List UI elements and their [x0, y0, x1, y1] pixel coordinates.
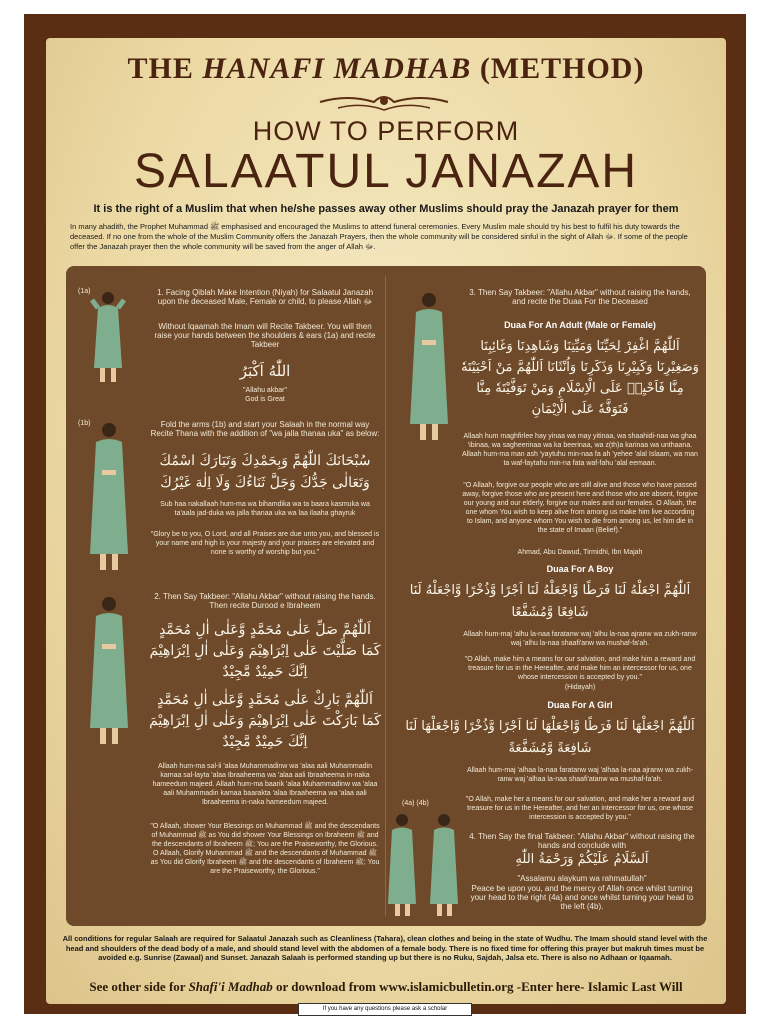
boy-duaa-heading: Duaa For A Boy — [546, 564, 614, 574]
takbeer-transliteration: "Allahu akbar" — [243, 387, 287, 394]
intro-paragraph: In many ahadith, the Prophet Muhammad ﷺ emphasised and encouraged the Muslims to attend funeral ceremonies. Every Muslim male should try his best to fulfil his duty towards the deceased. If no one from the whole of the Muslim Community offers the Janazah Prayers, then the whole community will be considered sinful in the sight of Allah ﷻ. If some of the people offer the Janazah prayer then the whole community will be saved from the anger of Allah ﷻ. — [70, 222, 688, 251]
see-other-side-line: See other side for Shafi'i Madhab or download from www.islamicbulletin.org -Enter here- Islamic Last Will — [89, 979, 683, 994]
durood-translation: "O Allaah, shower Your Blessings on Muhammad ﷺ and the descendants of Muhammad ﷺ as You did shower Your Blessings on Ibraheem ﷺ and the descendants of Ibraheem ﷺ; You are the Praiseworthy, the Glorious. O Allaah, Glorify Muhammad ﷺ and the descendants of Muhammad ﷺ as You did Glorify Ibraheem ﷺ and the descendants of Ibraheem ﷺ; You are the Praiseworthy, the Glorious." — [150, 823, 380, 875]
subtitle: It is the right of a Muslim that when he/she passes away other Muslims should pray the Janazah prayer for them — [93, 203, 679, 215]
salam-transliteration: "Assalamu alaykum wa rahmatullah" — [517, 874, 647, 883]
salam-arabic: اَلسَّلَامُ عَلَيْكُمْ وَرَحْمَةُ اللّٰهِ — [515, 852, 649, 867]
step-1b-text: Without Iqaamah the Imam will Recite Takbeer. You will then raise your hands between the shoulders & ears (1a) and recite Takbeer — [154, 322, 376, 349]
adult-duaa-translation: "O Allaah, forgive our people who are still alive and those who have passed away, forgive those who are present here and those who are absent, forgive our young and our elderly, forgive our males and our females. O Allaah, the one whom You wish to keep alive from among us make him live according to Islam, and anyone whom You wish to die from among us, let him die in the state of Imaan (Belief)." — [462, 482, 698, 534]
figure-label-4ab: (4a) (4b) — [402, 800, 429, 807]
thana-translation: "Glory be to you, O Lord, and all Praises are due unto you, and blessed is your name and high is your majesty and your praises are elevated and none is worthy of worship but you." — [150, 531, 380, 556]
adult-duaa-arabic: اَللّٰهُمَّ اغْفِرْ لِحَيِّنَا وَمَيِّتِنَا وَشَاهِدِنَا وَغَائِبِنَا وَصَغِيْرِنَا وَكَبِيْرِنَا وَذَكَرِنَا وَاُنْثَانَا اَللّٰهُمَّ مَنْ اَحْيَيْتَهٗ مِنَّا فَاَحْيِهٖ عَلَى الْاِسْلَامِ وَمَنْ تَوَفَّيْتَهٗ مِنَّا فَتَوَفَّهٗ عَلَى الْاِيْمَانِ — [461, 339, 699, 417]
fold-arms-text: Fold the arms (1b) and start your Salaah in the normal way Recite Thana with the addition of "wa jalla thanaa uka" as below: — [150, 420, 380, 438]
poster-title: THE HANAFI MADHAB (METHOD) — [127, 52, 645, 85]
step-1-text: 1. Facing Qiblah Make Intention (Niyah) for Salaatul Janazah upon the deceased Male, Female or child, to please Allah ﷻ — [156, 288, 374, 306]
conditions-paragraph: All conditions for regular Salaah are required for Salaatul Janazah such as Cleanliness (Tahara), clean clothes and being in the state of Wudhu. The Imam should stand level with the head and shoulders of the dead body of a male, and should stand level with the abdomen of a female body. There is no fixed time for offering this prayer but makruh times must be avoided e.g. Sunrise (Zawaal) and Sunset. Janazah Salaah is performed standing up but there is no Ruku, Sajdah, Jalsa etc. There is also no Adhaan or Iqaamah. — [62, 934, 708, 962]
boy-duaa-translation: "O Allah, make him a means for our salvation, and make him a reward and treasure for us in the Hereafter, and make him an intercessor for us, one whose intercession is accepted by you." — [464, 656, 696, 681]
figure-label-1b: (1b) — [78, 420, 91, 427]
adult-duaa-transliteration: Allaah hum maghfirlee hay yinaa wa may yitinaa, wa shaahidi-naa wa ghaa 'ibinaa, wa sagheerinaa wa ka beerinaa, wa z(th)a karinaa wa unthaana. Allaah hum-ma man ash 'yaytuhu min-naa fa ah 'yehee 'alal Islaam, wa man ta waf-faytahu min-na fata waf-fahu 'alal eemaan. — [462, 433, 698, 467]
girl-duaa-arabic: اَللّٰهُمَّ اجْعَلْهَا لَنَا فَرَطًا وَّاجْعَلْهَا لَنَا اَجْرًا وَّذُخْرًا وَّاجْعَلْهَا لَنَا شَافِعَةً وَّمُشَفَّعَةً — [405, 719, 695, 756]
thana-transliteration: Sub haa nakallaah hum-ma wa bihamdika wa ta baara kasmuka wa ta'aala jad-duka wa jalla thanaa uka wa laa ilaaha ghayruk — [160, 501, 370, 517]
girl-duaa-transliteration: Allaah hum-maj 'alhaa la-naa faratanw waj 'alhaa la-naa ajranw wa zukh-ranw waj 'alhaa la-naa shaafi'atanw wa mushaf-fa'ah. — [466, 767, 694, 783]
step-3-text: 3. Then Say Takbeer: "Allahu Akbar" without raising the hands, and recite the Duaa For the Deceased — [469, 288, 691, 306]
ornament-divider — [318, 90, 450, 114]
main-heading: SALAATUL JANAZAH — [133, 145, 639, 198]
figure-hands-raised — [86, 290, 130, 386]
durood-arabic-2: اَللّٰهُمَّ بَارِكْ عَلٰى مُحَمَّدٍ وَّعَلٰى اٰلِ مُحَمَّدٍ كَمَا بَارَكْتَ عَلٰى اِبْرَاهِيْمَ وَعَلٰى اٰلِ اِبْرَاهِيْمَ اِنَّكَ حَمِيْدٌ مَّجِيْدٌ — [149, 692, 381, 750]
step-4-text: 4. Then Say the final Takbeer: "Allahu Akbar" without raising the hands and conclude with — [469, 832, 695, 850]
scholar-notice: If you have any questions please ask a scholar — [298, 1003, 472, 1016]
figure-standing-dua — [404, 290, 454, 446]
step-2-text: 2. Then Say Takbeer: "Allahu Akbar" without raising the hands. Then recite Durood e Ibraheem — [154, 592, 376, 610]
takbeer-translation: God is Great — [245, 396, 285, 403]
adult-duaa-heading: Duaa For An Adult (Male or Female) — [504, 320, 656, 330]
boy-duaa-transliteration: Allaah hum-maj 'alhu la-naa faratanw waj 'alhu la-naa ajranw wa zukh-ranw waj 'alhu la-naa shaafi'anw wa mushaf-fa'ah. — [463, 631, 697, 647]
durood-transliteration: Allaah hum-ma sal-li 'alaa Muhammadinw wa 'alaa aali Muhammadin kamaa sal-layta 'alaa Ibraaheema wa 'alaa aali Ibraaheema in-naka hameedum majeed. Allaah hum-ma baarik 'alaa Muhammadinw wa 'alaa aali Muhammadin kamaa baarakta 'alaa Ibraaheema wa 'alaa aali Ibraaheema in-naka hameedum majeed. — [152, 763, 378, 806]
girl-duaa-translation: "O Allah, make her a means for our salvation, and make her a reward and treasure for us in the Hereafter, and her an intercessor for us, one whose intercession is accepted by you." — [465, 796, 695, 821]
figure-label-1a: (1a) — [78, 288, 91, 295]
how-to-heading: HOW TO PERFORM — [252, 116, 520, 146]
salam-translation: Peace be upon you, and the mercy of Allah once whilst turning your head to the right (4a) and once whilst turning your head to the left (4b). — [470, 884, 694, 911]
adult-duaa-reference: Ahmad, Abu Dawud, Tirmidhi, Ibn Majah — [517, 549, 643, 556]
figure-arms-folded — [84, 420, 134, 576]
thana-arabic: سُبْحَانَكَ اللّٰهُمَّ وَبِحَمْدِكَ وَتَبَارَكَ اسْمُكَ وَتَعَالٰى جَدُّكَ وَجَلَّ ثَنَاءُكَ وَلَا اِلٰهَ غَيْرُكَ — [159, 453, 371, 491]
durood-arabic-1: اَللّٰهُمَّ صَلِّ عَلٰى مُحَمَّدٍ وَّعَلٰى اٰلِ مُحَمَّدٍ كَمَا صَلَّيْتَ عَلٰى اِبْرَاهِيْمَ وَعَلٰى اٰلِ اِبْرَاهِيْمَ اِنَّكَ حَمِيْدٌ مَّجِيْدٌ — [149, 622, 381, 680]
boy-duaa-arabic: اَللّٰهُمَّ اجْعَلْهُ لَنَا فَرَطًا وَّاجْعَلْهُ لَنَا اَجْرًا وَّذُخْرًا وَّاجْعَلْهُ لَنَا شَافِعًا وَّمُشَفَّعًا — [409, 583, 691, 620]
boy-duaa-reference: (Hidayah) — [564, 684, 596, 691]
figures-turning-head — [384, 812, 464, 920]
girl-duaa-heading: Duaa For A Girl — [547, 700, 613, 710]
takbeer-arabic: اللّٰهُ اَكْبَرُ — [239, 362, 291, 380]
figure-standing — [84, 594, 134, 750]
